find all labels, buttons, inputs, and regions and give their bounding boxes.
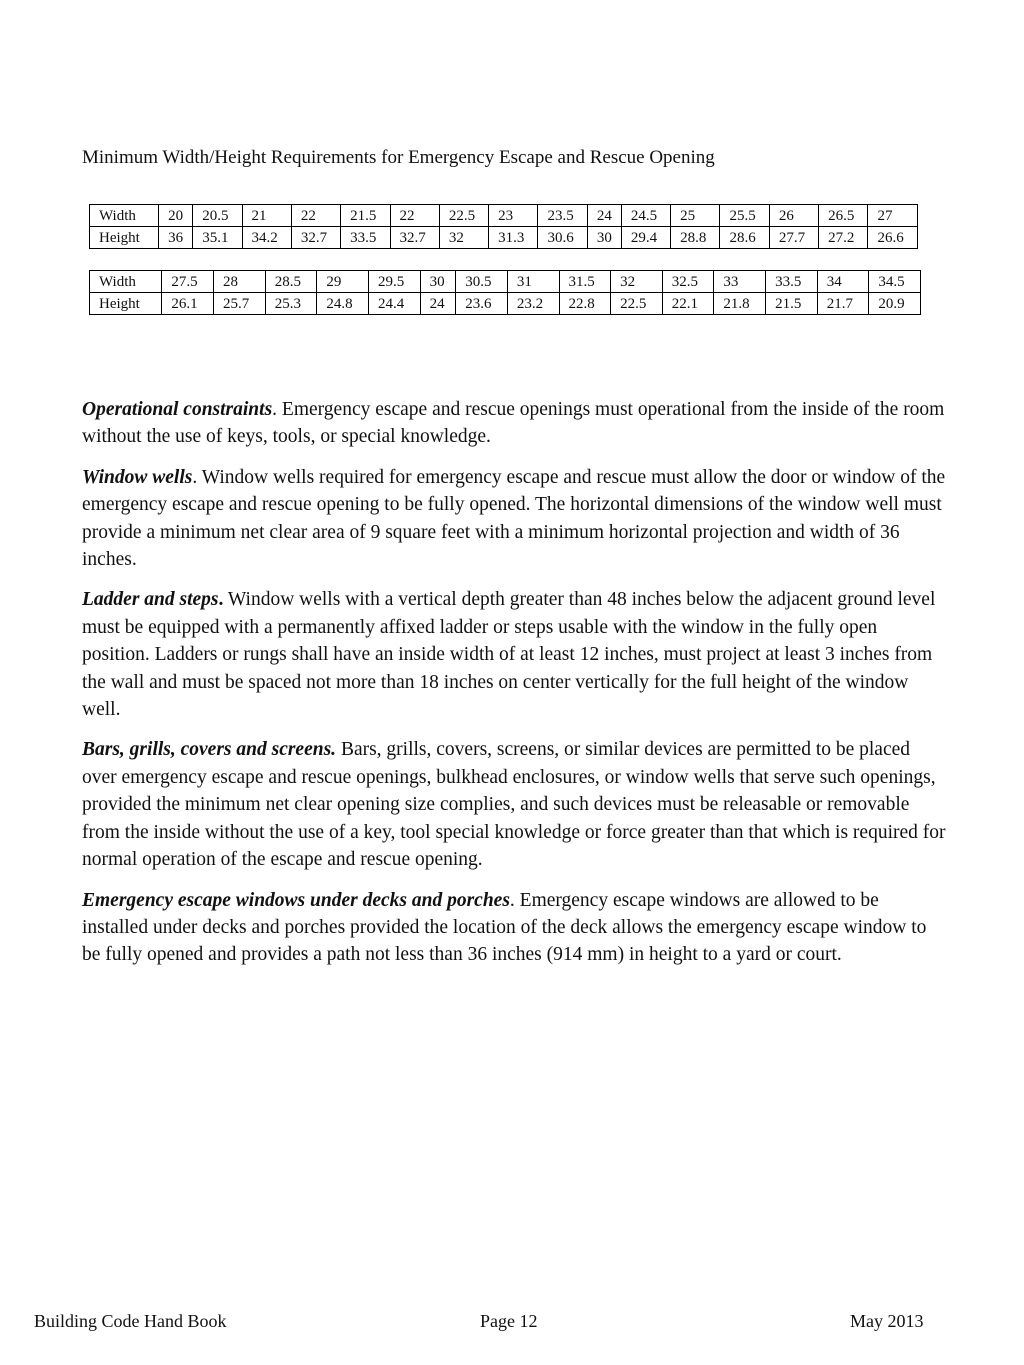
- table-cell: 21.5: [766, 293, 818, 315]
- row-label: Width: [90, 205, 159, 227]
- table-cell: 22: [390, 205, 439, 227]
- table-cell: 28.8: [671, 227, 720, 249]
- table-cell: 33: [714, 271, 766, 293]
- table-row: [90, 293, 921, 315]
- table-cell: 21: [242, 205, 291, 227]
- table-cell: 22.5: [439, 205, 488, 227]
- table-cell: 29.5: [368, 271, 420, 293]
- table-cell: 21.7: [817, 293, 869, 315]
- paragraph-ladder-and-steps: [82, 586, 946, 723]
- table-cell: 28: [214, 271, 266, 293]
- table-cell: 23.6: [456, 293, 508, 315]
- table-cell: 27.5: [162, 271, 214, 293]
- table-cell: 22.5: [611, 293, 663, 315]
- table-row: [90, 205, 918, 227]
- paragraph-heading: Window wells: [82, 466, 193, 488]
- row-label: Width: [90, 271, 162, 293]
- table-cell: 32.7: [390, 227, 439, 249]
- table-1-body: [90, 205, 918, 249]
- table-cell: 21.8: [714, 293, 766, 315]
- table-cell: 27.7: [769, 227, 818, 249]
- table-cell: 20.9: [869, 293, 921, 315]
- table-caption: Minimum Width/Height Requirements for Emergency Escape and Rescue Opening: [82, 147, 715, 168]
- table-cell: 24.4: [368, 293, 420, 315]
- paragraph-decks-and-porches: [82, 887, 946, 969]
- table-cell: 35.1: [193, 227, 242, 249]
- paragraph-heading: Bars, grills, covers and screens.: [82, 739, 337, 761]
- paragraph-heading: Emergency escape windows under decks and porches: [82, 889, 510, 911]
- table-cell: 20.5: [193, 205, 242, 227]
- table-cell: 31.3: [489, 227, 538, 249]
- heading-separator: .: [272, 399, 278, 420]
- paragraph-heading: Operational constraints: [82, 399, 273, 420]
- row-label: Height: [90, 293, 162, 315]
- table-cell: 29.4: [621, 227, 670, 249]
- table-cell: 23: [489, 205, 538, 227]
- table-cell: 26.5: [819, 205, 868, 227]
- table-cell: 20: [159, 205, 193, 227]
- table-cell: 28.5: [265, 271, 317, 293]
- table-row: [90, 227, 918, 249]
- table-cell: 28.6: [720, 227, 769, 249]
- table-cell: 25.5: [720, 205, 769, 227]
- table-cell: 25: [671, 205, 720, 227]
- table-row: [90, 271, 921, 293]
- heading-separator: .: [218, 589, 224, 611]
- table-cell: 23.2: [507, 293, 559, 315]
- table-cell: 26: [769, 205, 818, 227]
- paragraph-text: Window wells required for emergency escape and rescue must allow the door or window of the emergency escape and rescue opening to be fully opened. The horizontal dimensions of the window well must provide a minimum net clear area of 9 square feet with a minimum horizontal projection and width of 36 inches.: [82, 466, 946, 571]
- table-cell: 26.6: [868, 227, 918, 249]
- table-cell: 32: [439, 227, 488, 249]
- table-2-body: [90, 271, 921, 315]
- table-cell: 21.5: [341, 205, 390, 227]
- table-cell: 22.1: [662, 293, 714, 315]
- table-cell: 32.7: [291, 227, 340, 249]
- row-label: Height: [90, 227, 159, 249]
- table-cell: 26.1: [162, 293, 214, 315]
- heading-separator: .: [509, 889, 515, 911]
- table-cell: 24.5: [621, 205, 670, 227]
- table-cell: 25.7: [214, 293, 266, 315]
- paragraph-bars-grills: [82, 736, 946, 873]
- body-text: [82, 396, 946, 982]
- heading-separator: .: [192, 466, 198, 488]
- table-cell: 32: [611, 271, 663, 293]
- table-cell: 27.2: [819, 227, 868, 249]
- paragraph-window-wells: [82, 464, 946, 574]
- table-cell: 24: [587, 205, 621, 227]
- table-cell: 31.5: [559, 271, 611, 293]
- paragraph-heading: Ladder and steps: [82, 589, 219, 611]
- table-cell: 34: [817, 271, 869, 293]
- table-cell: 23.5: [538, 205, 587, 227]
- paragraph-operational-constraints: [82, 396, 946, 451]
- paragraph-text: Emergency escape and rescue openings must operational from the inside of the room without the use of keys, tools, or special knowledge.: [82, 399, 945, 448]
- table-cell: 33.5: [766, 271, 818, 293]
- table-cell: 29: [317, 271, 369, 293]
- table-cell: 30: [587, 227, 621, 249]
- paragraph-text: Window wells with a vertical depth greater than 48 inches below the adjacent ground level must be equipped with a permanently affixed ladder or steps usable with the window in the fully open position. Ladders or rungs shall have an inside width of at least 12 inches, must project at least 3 inches from the wall and must be spaced not more than 18 inches on center vertically for the full height of the window well.: [82, 589, 936, 721]
- paragraph-text: Bars, grills, covers, screens, or similar devices are permitted to be placed over emergency escape and rescue openings, bulkhead enclosures, or window wells that serve such openings, provided the minimum net clear opening size complies, and such devices must be releasable or removable from the inside without the use of a key, tool special knowledge or force greater than that which is required for normal operation of the escape and rescue opening.: [82, 739, 946, 871]
- requirements-table-1: [89, 204, 918, 249]
- table-cell: 25.3: [265, 293, 317, 315]
- table-cell: 30.6: [538, 227, 587, 249]
- paragraph-text: Emergency escape windows are allowed to be installed under decks and porches provided the location of the deck allows the emergency escape window to be fully opened and provides a path not less than 36 inches (914 mm) in height to a yard or court.: [82, 889, 927, 966]
- footer-page-number: Page 12: [480, 1311, 538, 1331]
- table-cell: 34.5: [869, 271, 921, 293]
- footer-date: May 2013: [850, 1311, 924, 1331]
- table-cell: 22.8: [559, 293, 611, 315]
- table-cell: 30: [420, 271, 456, 293]
- table-cell: 24.8: [317, 293, 369, 315]
- table-cell: 32.5: [662, 271, 714, 293]
- table-cell: 36: [159, 227, 193, 249]
- table-cell: 27: [868, 205, 918, 227]
- table-cell: 30.5: [456, 271, 508, 293]
- table-cell: 22: [291, 205, 340, 227]
- table-cell: 31: [507, 271, 559, 293]
- table-cell: 34.2: [242, 227, 291, 249]
- requirements-table-2: [89, 270, 921, 315]
- table-cell: 33.5: [341, 227, 390, 249]
- table-cell: 24: [420, 293, 456, 315]
- footer-document-title: Building Code Hand Book: [34, 1311, 227, 1331]
